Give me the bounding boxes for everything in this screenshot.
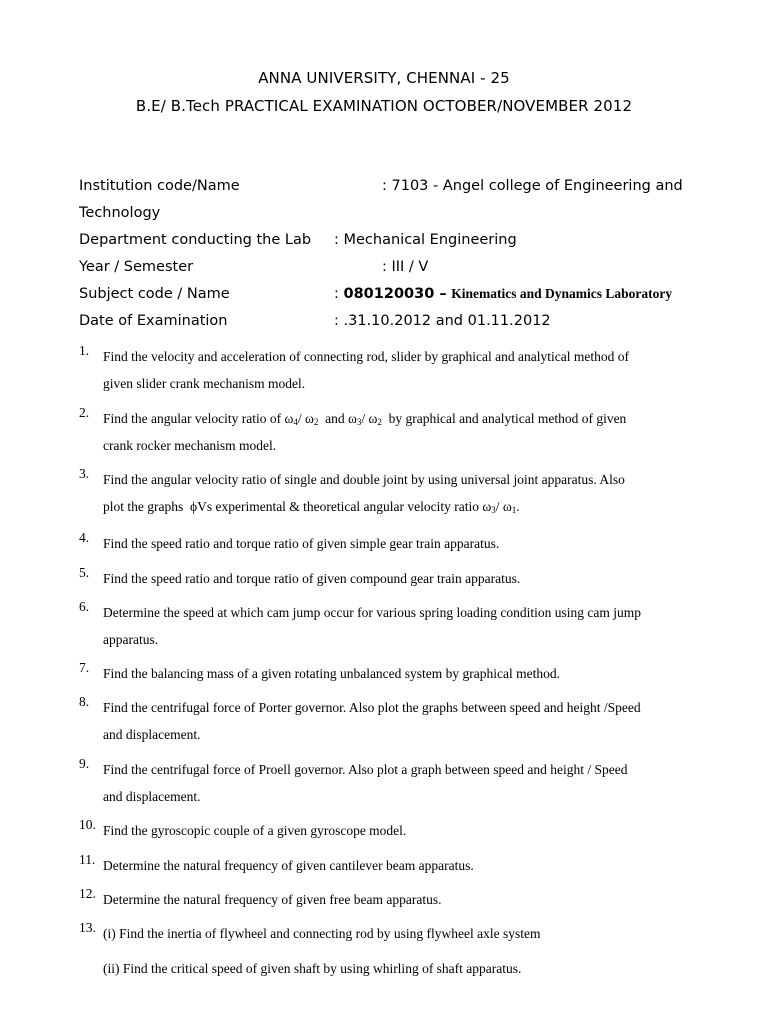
- item-text: [103, 886, 733, 913]
- department-label: Department conducting the Lab: [79, 232, 312, 248]
- item-line: (ii) Find the critical speed of given shaft by using whirling of shaft apparatus.: [103, 961, 522, 976]
- item-number: 11.: [79, 852, 96, 867]
- item-line: Find the angular velocity ratio of $\omega_4/$ $\omega_2$ and $\omega_3/$ $\omega_2$ by graphical and analytical method of given: [103, 411, 627, 427]
- item-line: and displacement.: [103, 789, 201, 804]
- item-line: apparatus.: [103, 632, 159, 647]
- date-value: : .31.10.2012 and 01.11.2012: [334, 313, 551, 329]
- item-line: Find the speed ratio and torque ratio of given simple gear train apparatus.: [103, 536, 500, 551]
- item-text: [103, 599, 733, 653]
- item-text: [103, 405, 733, 459]
- year-label: Year / Semester: [79, 259, 194, 275]
- item-line: Determine the speed at which cam jump occur for various spring loading condition using cam jump: [103, 605, 641, 620]
- item-text: [103, 756, 733, 810]
- item-text: [103, 660, 733, 687]
- item-line: Find the gyroscopic couple of a given gyroscope model.: [103, 823, 407, 838]
- item-text: [103, 466, 733, 520]
- item-line: Find the speed ratio and torque ratio of given compound gear train apparatus.: [103, 571, 521, 586]
- item-number: 7.: [79, 660, 90, 675]
- subject-name: Kinematics and Dynamics Laboratory: [451, 286, 673, 301]
- item-number: 12.: [79, 886, 96, 901]
- item-line: Find the centrifugal force of Porter governor. Also plot the graphs between speed and height /Speed: [103, 700, 641, 715]
- item-number: 9.: [79, 756, 90, 771]
- item-number: 3.: [79, 466, 90, 481]
- subject-code: 080120030 –: [343, 286, 447, 302]
- item-line: Find the balancing mass of a given rotating unbalanced system by graphical method.: [103, 666, 561, 681]
- item-line: Determine the natural frequency of given cantilever beam apparatus.: [103, 858, 474, 873]
- item-line: Find the angular velocity ratio of single and double joint by using universal joint apparatus. Also: [103, 472, 625, 487]
- item-number: 4.: [79, 530, 90, 545]
- item-line: and displacement.: [103, 727, 201, 742]
- subject-colon: :: [334, 286, 339, 302]
- institution-value: : 7103 - Angel college of Engineering and: [382, 178, 683, 194]
- item-line: Find the velocity and acceleration of connecting rod, slider by graphical and analytical method of: [103, 349, 629, 364]
- department-value: : Mechanical Engineering: [334, 232, 517, 248]
- item-line: given slider crank mechanism model.: [103, 376, 306, 391]
- item-text: [103, 852, 733, 879]
- item-number: 13.: [79, 920, 96, 935]
- subject-label: Subject code / Name: [79, 286, 230, 302]
- exam-title: B.E/ B.Tech PRACTICAL EXAMINATION OCTOBER/NOVEMBER 2012: [135, 97, 633, 115]
- item-line: Determine the natural frequency of given free beam apparatus.: [103, 892, 442, 907]
- item-number: 10.: [79, 817, 96, 832]
- item-text: [103, 530, 733, 557]
- item-number: 5.: [79, 565, 90, 580]
- item-number: 2.: [79, 405, 90, 420]
- item-number: 8.: [79, 694, 90, 709]
- item-text: [103, 817, 733, 844]
- university-title: ANNA UNIVERSITY, CHENNAI - 25: [258, 69, 510, 87]
- item-line: Find the centrifugal force of Proell governor. Also plot a graph between speed and height / Speed: [103, 762, 628, 777]
- item-text: [103, 565, 733, 592]
- item-text: [103, 694, 733, 748]
- item-text: [103, 920, 733, 982]
- item-number: 6.: [79, 599, 90, 614]
- item-line: (i) Find the inertia of flywheel and connecting rod by using flywheel axle system: [103, 926, 541, 941]
- item-number: 1.: [79, 343, 90, 358]
- institution-continuation: Technology: [79, 205, 161, 221]
- date-label: Date of Examination: [79, 313, 228, 329]
- item-line: plot the graphs ϕVs experimental & theoretical angular velocity ratio $\omega_3/$ $\omega_1$.: [103, 499, 520, 515]
- item-text: [103, 343, 733, 397]
- year-value: : III / V: [382, 259, 429, 275]
- institution-label: Institution code/Name: [79, 178, 240, 194]
- item-line: crank rocker mechanism model.: [103, 438, 277, 453]
